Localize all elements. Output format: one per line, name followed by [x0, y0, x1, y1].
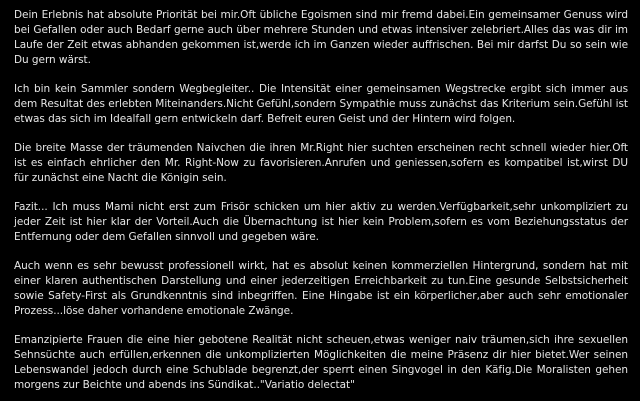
paragraph-professional: Auch wenn es sehr bewusst professionell wirkt, hat es absolut keinen kommerziellen Hintergrund, sondern hat mit einer klaren authentischen Darstellung und einer jederzeitigen Erreichbarkeit zu tun.Eine gesunde Selbstsicherheit sowie Safety-First als Grundkenntnis sind inbegriffen. Eine Hingabe ist ein körperlicher,aber auch sehr emotionaler Prozess...löse daher vorhandene emotionale Zwänge.	[14, 260, 628, 317]
profile-text	[14, 8, 628, 393]
paragraph-priority: Dein Erlebnis hat absolute Priorität bei mir.Oft übliche Egoismen sind mir fremd dabei.Ein gemeinsamer Genuss wird bei Gefallen oder auch Bedarf gerne auch über mehrere Stunden und etwas intensiver zelebriert.Alles das was dir im Laufe der Zeit etwas abhanden gekommen ist,werde ich im Ganzen wieder auffrischen. Bei mir darfst Du so sein wie Du gern wärst.	[14, 9, 628, 66]
paragraph-companion: Ich bin kein Sammler sondern Wegbegleiter.. Die Intensität einer gemeinsamen Wegstrecke ergibt sich immer aus dem Resultat des erlebten Miteinanders.Nicht Gefühl,sondern Sympathie muss zunächst das Kriterium sein.Gefühl ist etwas das sich im Idealfall gern entwickeln darf. Befreit euren Geist und der Hintern wird folgen.	[14, 83, 628, 125]
paragraph-emancipated: Emanzipierte Frauen die eine hier gebotene Realität nicht scheuen,etwas weniger naiv träumen,sich ihre sexuellen Sehnsüchte auch erfüllen,erkennen die unkomplizierten Möglichkeiten die meine Präsenz dir hier bietet.Wer seinen Lebenswandel jedoch durch eine Schublade begrenzt,der sperrt einen Singvogel in den Käfig.Die Moralisten gehen morgens zur Beichte und abends ins Sündikat.."Variatio delectat"	[14, 334, 628, 391]
paragraph-conclusion: Fazit... Ich muss Mami nicht erst zum Frisör schicken um hier aktiv zu werden.Verfügbarkeit,sehr unkompliziert zu jeder Zeit ist hier klar der Vorteil.Auch die Übernachtung ist hier kein Problem,sofern es vom Beziehungsstatus der Entfernung oder dem Gefallen sinnvoll und gegeben wäre.	[14, 201, 628, 243]
paragraph-mr-right: Die breite Masse der träumenden Naivchen die ihren Mr.Right hier suchten erscheinen recht schnell wieder hier.Oft ist es einfach ehrlicher den Mr. Right-Now zu favorisieren.Anrufen und geniessen,sofern es kompatibel ist,wirst DU für zunächst eine Nacht die Königin sein.	[14, 142, 628, 184]
